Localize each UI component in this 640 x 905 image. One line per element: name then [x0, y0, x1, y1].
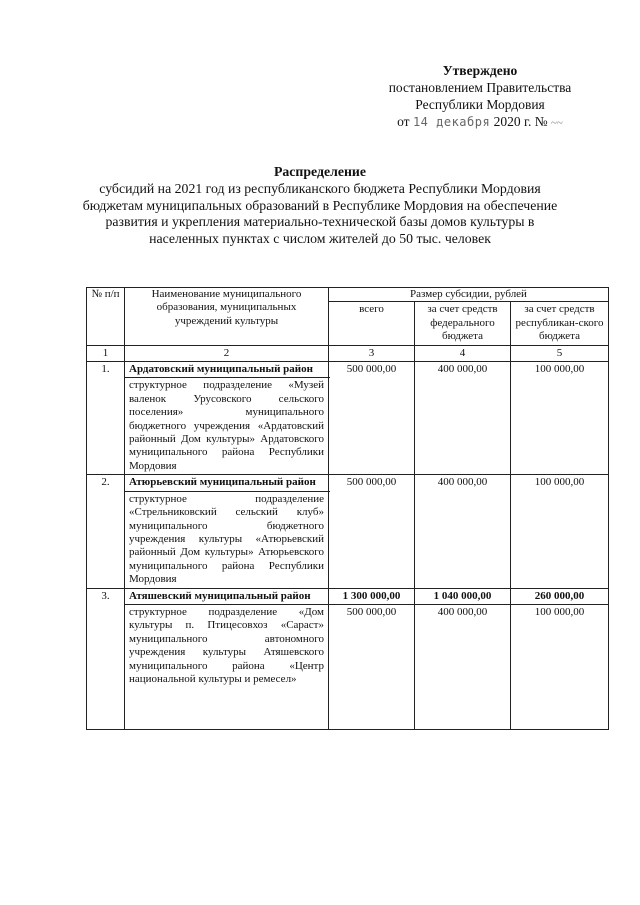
district-name: Атяшевский муниципальный район [125, 588, 329, 604]
col-number-5: 5 [511, 345, 609, 361]
header-row [87, 288, 609, 302]
col-number-2: 2 [125, 345, 329, 361]
approval-line-decree: постановлением Правительства [388, 80, 572, 95]
row-number: 2. [87, 475, 125, 588]
date-handwritten: 14 декабря [412, 115, 491, 129]
header-total: всего [329, 302, 415, 345]
row-number: 3. [87, 588, 125, 729]
approval-date-line [360, 113, 600, 132]
approval-block [360, 62, 600, 132]
institution-name: структурное подразделение «Музей валенок Урусовского сельского поселения» муниципального бюджетного учреждения «Ардатовский районный Дом культуры» Ардатовского муниципального района Республики Мордовия [125, 378, 329, 475]
table-row [87, 362, 609, 378]
approval-heading: Утверждено [442, 63, 518, 78]
number-handwritten: ~~ [550, 117, 563, 129]
document-title [70, 164, 570, 248]
approval-line-republic: Республики Мордовия [415, 97, 545, 112]
header-subsidy: Размер субсидии, рублей [329, 288, 609, 302]
table-row [87, 588, 609, 604]
amount-federal: 400 000,00 [415, 604, 511, 729]
amount-total: 500 000,00 [329, 362, 415, 475]
amount-republic: 100 000,00 [511, 475, 609, 588]
col-number-3: 3 [329, 345, 415, 361]
title-heading: Распределение [273, 164, 366, 179]
institution-name: структурное подразделение «Дом культуры п. Птицесовхоз «Сараст» муниципального автономного учреждения культуры Атяшевского муниципального района «Центр национальной культуры и ремесел» [125, 604, 329, 729]
table-row [87, 604, 609, 729]
amount-federal: 400 000,00 [415, 475, 511, 588]
district-amount-federal: 1 040 000,00 [415, 588, 511, 604]
header-name: Наименование муниципального образования, муниципальных учреждений культуры [125, 288, 329, 346]
column-number-row [87, 345, 609, 361]
amount-federal: 400 000,00 [415, 362, 511, 475]
district-amount-total: 1 300 000,00 [329, 588, 415, 604]
date-year: 2020 г. № [493, 114, 548, 129]
title-line-3: развития и укрепления материально-технической базы домов культуры в [105, 214, 535, 230]
row-number: 1. [87, 362, 125, 475]
col-number-1: 1 [87, 345, 125, 361]
institution-name: структурное подразделение «Стрельниковский сельский клуб» муниципального бюджетного учреждения культуры «Атюрьевский районный Дом культуры» Атюрьевского муниципального района Республики Мордовия [125, 491, 329, 588]
title-line-2: бюджетам муниципальных образований в Республике Мордовия на обеспечение [82, 197, 558, 213]
district-name: Ардатовский муниципальный район [125, 362, 329, 378]
district-amount-republic: 260 000,00 [511, 588, 609, 604]
date-prefix: от [397, 114, 410, 129]
table-row [87, 475, 609, 491]
col-number-4: 4 [415, 345, 511, 361]
header-republic: за счет средств республикан-ского бюджета [511, 302, 609, 345]
amount-total: 500 000,00 [329, 604, 415, 729]
header-num: № п/п [87, 288, 125, 346]
amount-republic: 100 000,00 [511, 362, 609, 475]
subsidy-table [86, 287, 609, 730]
amount-republic: 100 000,00 [511, 604, 609, 729]
amount-total: 500 000,00 [329, 475, 415, 588]
title-line-4: населенных пунктах с числом жителей до 50 тыс. человек [149, 231, 491, 247]
header-federal: за счет средств федерального бюджета [415, 302, 511, 345]
district-name: Атюрьевский муниципальный район [125, 475, 329, 491]
title-line-1: субсидий на 2021 год из республиканского бюджета Республики Мордовия [99, 180, 541, 196]
